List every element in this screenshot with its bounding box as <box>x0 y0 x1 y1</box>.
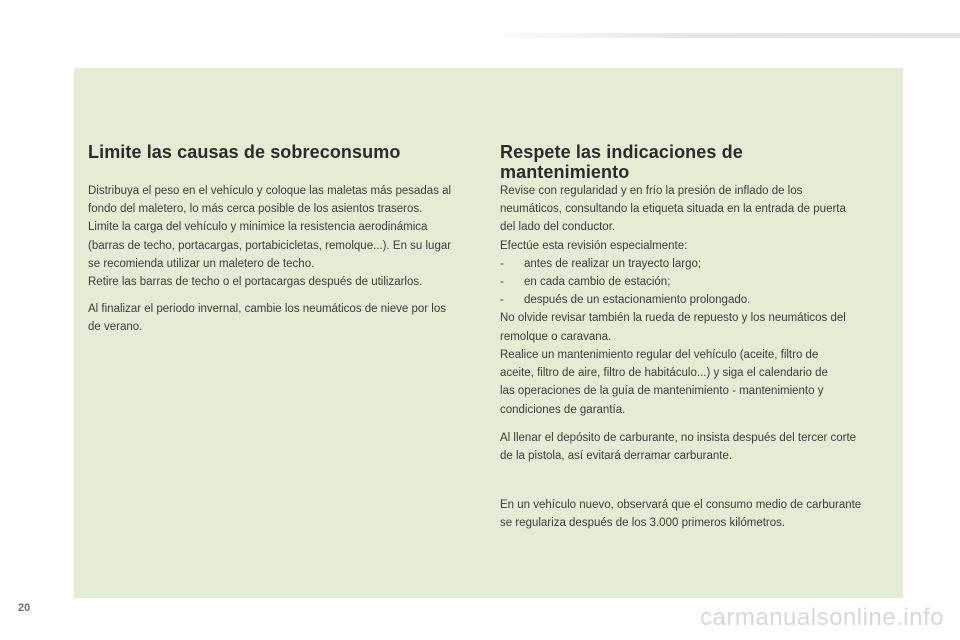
paragraph-peso <box>88 182 451 291</box>
text-line: Realice un mantenimiento regular del vehículo (aceite, filtro de <box>500 349 819 361</box>
header-decoration-bar <box>470 33 960 38</box>
text-line: Limite la carga del vehículo y minimice la resistencia aerodinámica <box>88 221 428 234</box>
page-number: 20 <box>18 602 31 614</box>
text-line: aceite, filtro de aire, filtro de habitáculo...) y siga el calendario de <box>500 367 828 380</box>
paragraph-mantenimiento-regular <box>500 346 828 419</box>
section-heading-sobreconsumo: Limite las causas de sobreconsumo <box>88 142 401 162</box>
text-line: Al finalizar el periodo invernal, cambie los neumáticos de nieve por los <box>88 303 446 315</box>
list-item-text: antes de realizar un trayecto largo; <box>524 257 702 270</box>
text-line: Al llenar el depósito de carburante, no insista después del tercer corte <box>500 432 857 444</box>
text-line: de la pistola, así evitará derramar carburante. <box>500 450 733 463</box>
list-dash: - <box>500 276 504 289</box>
watermark: carmanualsonline.info <box>700 604 944 631</box>
text-line: neumáticos, consultando la etiqueta situada en la entrada de puerta <box>500 203 846 216</box>
text-line: se regulariza después de los 3.000 primeros kilómetros. <box>500 517 786 530</box>
text-line: se recomienda utilizar un maletero de techo. <box>88 257 315 270</box>
list-dash: - <box>500 294 504 307</box>
heading-line: Respete las indicaciones de <box>500 142 743 162</box>
paragraph-vehiculo-nuevo <box>500 496 861 532</box>
text-line: Efectúe esta revisión especialmente: <box>500 239 688 252</box>
text-line: Distribuya el peso en el vehículo y coloque las maletas más pesadas al <box>88 185 452 197</box>
list-item-text: después de un estacionamiento prolongado. <box>524 294 751 307</box>
text-line: del lado del conductor. <box>500 221 616 234</box>
text-line: No olvide revisar también la rueda de repuesto y los neumáticos del <box>500 312 846 325</box>
text-line: remolque o caravana. <box>500 330 612 343</box>
list-item <box>500 273 846 291</box>
paragraph-deposito <box>500 429 856 465</box>
list-dash: - <box>500 257 504 270</box>
text-line: fondo del maletero, lo más cerca posible de los asientos traseros. <box>88 203 423 216</box>
text-line: (barras de techo, portacargas, portabicicletas, remolque...). En su lugar <box>88 239 452 252</box>
text-line: las operaciones de la guía de mantenimiento - mantenimiento y <box>500 385 824 398</box>
paragraph-invernal <box>88 300 446 336</box>
list-item-text: en cada cambio de estación; <box>524 276 671 289</box>
text-line: de verano. <box>88 321 143 334</box>
text-line: Retire las barras de techo o el portacargas después de utilizarlos. <box>88 276 423 289</box>
paragraph-presion <box>500 182 846 346</box>
text-line: Revise con regularidad y en frío la presión de inflado de los <box>500 185 803 197</box>
list-item <box>500 255 846 273</box>
section-heading-mantenimiento <box>500 142 743 182</box>
content-panel <box>74 68 903 598</box>
heading-line: mantenimiento <box>500 162 630 182</box>
text-line: En un vehículo nuevo, observará que el consumo medio de carburante <box>500 499 862 511</box>
text-line: condiciones de garantía. <box>500 403 626 416</box>
list-item <box>500 291 846 309</box>
